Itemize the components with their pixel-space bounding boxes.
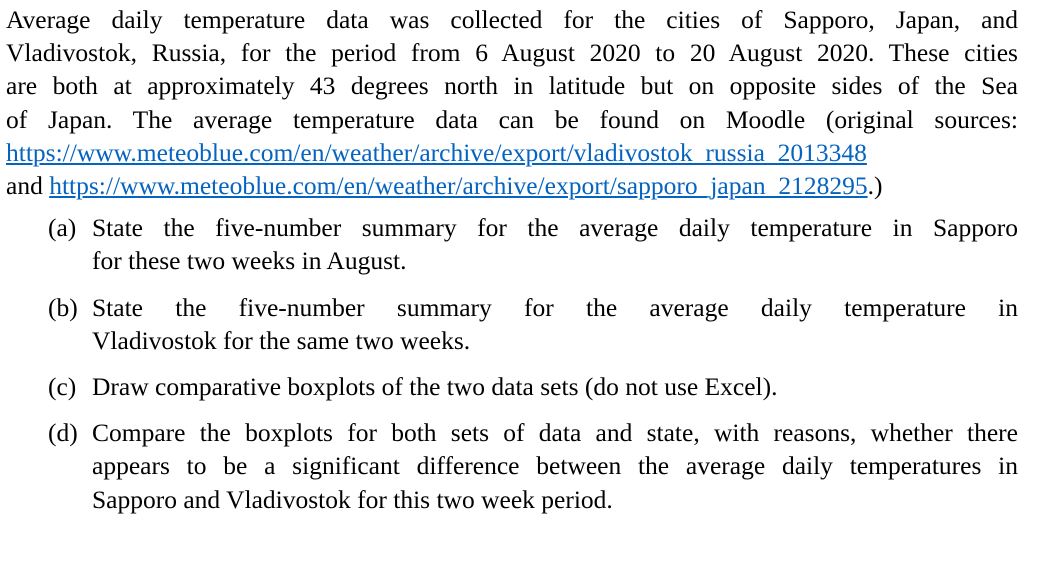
intro-line-1: Average daily temperature data was collected for the cities of Sapporo, Japan, and [6,5,1018,34]
question-text-line: State the five-number summary for the average daily temperature in Sapporo [92,213,1018,243]
intro-line-6 [6,169,1018,202]
question-a [6,211,1018,277]
question-c [6,370,1018,403]
sapporo-source-link[interactable]: https://www.meteoblue.com/en/weather/archive/export/sapporo_japan_2128295 [49,171,868,201]
intro-line-2: Vladivostok, Russia, for the period from 6 August 2020 to 20 August 2020. These cities [6,38,1018,68]
intro-line-4: of Japan. The average temperature data can be found on Moodle (original sources: [6,104,1018,134]
intro-paragraph [6,3,1018,202]
intro-line-3: are both at approximately 43 degrees north in latitude but on opposite sides of the Sea [6,71,1018,101]
question-text-line: State the five-number summary for the average daily temperature in [92,292,1018,322]
and-text: and [6,171,43,201]
question-text-line: Compare the boxplots for both sets of data and state, with reasons, whether there [92,418,1018,448]
question-text-line: for these two weeks in August. [92,246,407,276]
question-list [6,211,1018,516]
question-label: (b) [48,292,78,322]
vladivostok-source-link[interactable]: https://www.meteoblue.com/en/weather/archive/export/vladivostok_russia_2013348 [6,137,867,167]
question-b [6,291,1018,357]
question-label: (a) [48,213,77,243]
question-label: (d) [48,418,78,448]
question-text-line: Vladivostok for the same two weeks. [92,325,471,355]
question-text-line: Sapporo and Vladivostok for this two week period. [92,484,613,514]
closing-punctuation: .) [867,171,883,201]
question-text-line: Draw comparative boxplots of the two data sets (do not use Excel). [92,372,778,402]
question-label: (c) [48,372,77,402]
intro-line-5 [6,136,1018,169]
question-d [6,416,1018,516]
question-text-line: appears to be a significant difference between the average daily temperatures in [92,451,1018,481]
